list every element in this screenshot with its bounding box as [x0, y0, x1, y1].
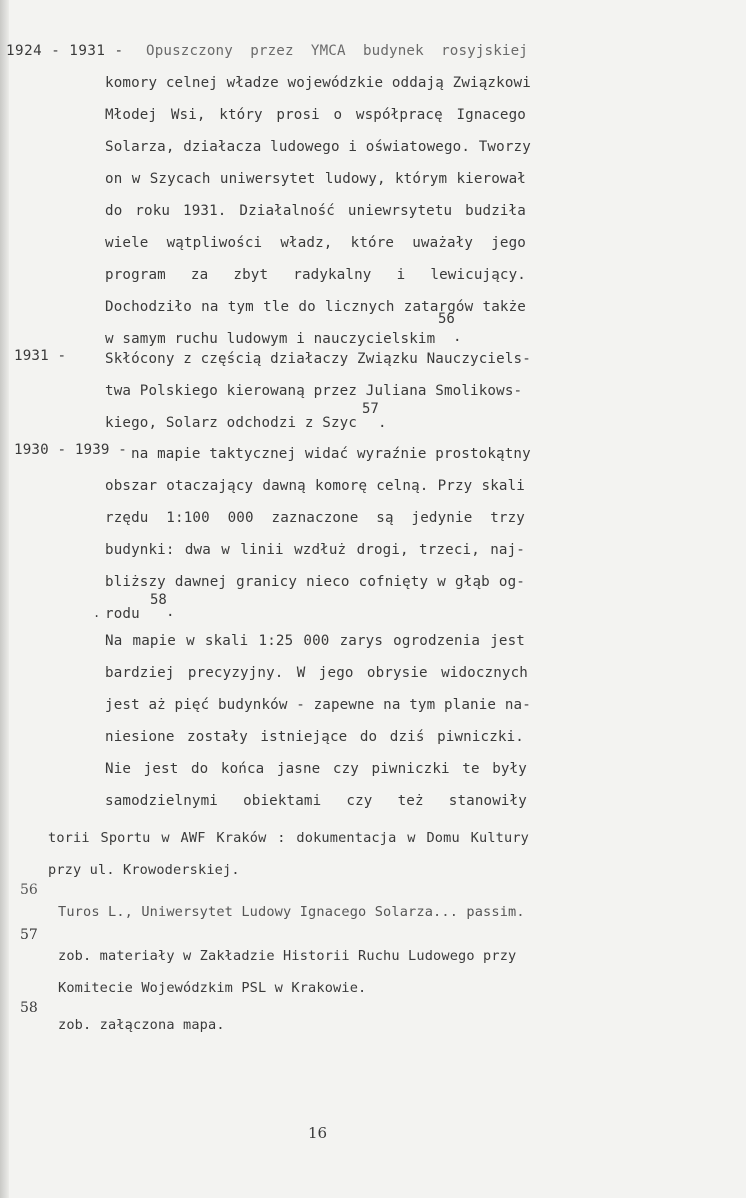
entry-text-line: rodu — [105, 606, 140, 622]
footnote-number: 56 — [20, 882, 38, 898]
scan-mark: . — [93, 606, 101, 620]
page-number: 16 — [308, 1124, 328, 1142]
entry-text-line: wiele wątpliwości władz, które uważały jego — [105, 235, 526, 251]
footnote-ref-period: . — [166, 604, 175, 620]
entry-text-line: na mapie taktycznej widać wyraźnie prostokątny — [131, 446, 531, 462]
entry-date: 1931 - — [14, 348, 67, 364]
paragraph-line: bardziej precyzyjny. W jego obrysie widocznych — [105, 665, 528, 681]
paragraph-line: Nie jest do końca jasne czy piwniczki te były — [105, 761, 527, 777]
footnote-ref: 58 — [150, 592, 167, 608]
footnote-number: 58 — [20, 1000, 38, 1016]
paragraph-line: samodzielnymi obiektami czy też stanowiły — [105, 793, 527, 809]
footnote-ref-period: . — [378, 415, 387, 431]
entry-text-line: Opuszczony przez YMCA budynek rosyjskiej — [146, 43, 528, 59]
entry-date: 1930 - 1939 - — [14, 442, 127, 458]
footnote-ref-period: . — [453, 329, 462, 345]
entry-text-line: rzędu 1:100 000 zaznaczone są jedynie trzy — [105, 510, 525, 526]
footnote-continuation-line: przy ul. Krowoderskiej. — [48, 862, 240, 878]
paragraph-line: Na mapie w skali 1:25 000 zarys ogrodzenia jest — [105, 633, 525, 649]
entry-text-line: do roku 1931. Działalność uniewrsytetu budziła — [105, 203, 526, 219]
paragraph-line: jest aż pięć budynków - zapewne na tym planie na- — [105, 697, 531, 713]
footnote-number: 57 — [20, 927, 38, 943]
entry-text-line: bliższy dawnej granicy nieco cofnięty w głąb og- — [105, 574, 525, 590]
entry-text-line: program za zbyt radykalny i lewicujący. — [105, 267, 526, 283]
entry-text-line: kiego, Solarz odchodzi z Szyc — [105, 415, 358, 431]
footnote-continuation-line: torii Sportu w AWF Kraków : dokumentacja w Domu Kultury — [48, 830, 529, 846]
entry-date: 1924 - 1931 - — [6, 43, 124, 59]
footnote-ref: 57 — [362, 401, 379, 417]
footnote-line: zob. materiały w Zakładzie Historii Ruchu Ludowego przy — [58, 948, 517, 964]
paragraph-line: niesione zostały istniejące do dziś piwniczki. — [105, 729, 524, 745]
entry-text-line: on w Szycach uniwersytet ludowy, którym kierował — [105, 171, 526, 187]
entry-text-line: twa Polskiego kierowaną przez Juliana Smolikows- — [105, 383, 523, 399]
entry-text-line: Młodej Wsi, który prosi o współpracę Ignacego — [105, 107, 526, 123]
entry-text-line: Dochodziło na tym tle do licznych zatargów także — [105, 299, 526, 315]
entry-text-line: w samym ruchu ludowym i nauczycielskim — [105, 331, 436, 347]
scan-edge — [0, 0, 9, 1198]
entry-text-line: Skłócony z częścią działaczy Związku Nauczyciels- — [105, 351, 531, 367]
entry-text-line: Solarza, działacza ludowego i oświatowego. Tworzy — [105, 139, 531, 155]
entry-text-line: komory celnej władze wojewódzkie oddają Związkowi — [105, 75, 531, 91]
entry-text-line: obszar otaczający dawną komorę celną. Przy skali — [105, 478, 525, 494]
footnote-line: zob. załączona mapa. — [58, 1017, 225, 1033]
footnote-line: Turos L., Uniwersytet Ludowy Ignacego Solarza... passim. — [58, 904, 525, 920]
footnote-ref: 56 — [438, 311, 455, 327]
footnote-line: Komitecie Wojewódzkim PSL w Krakowie. — [58, 980, 367, 996]
entry-text-line: budynki: dwa w linii wzdłuż drogi, trzeci, naj- — [105, 542, 525, 558]
